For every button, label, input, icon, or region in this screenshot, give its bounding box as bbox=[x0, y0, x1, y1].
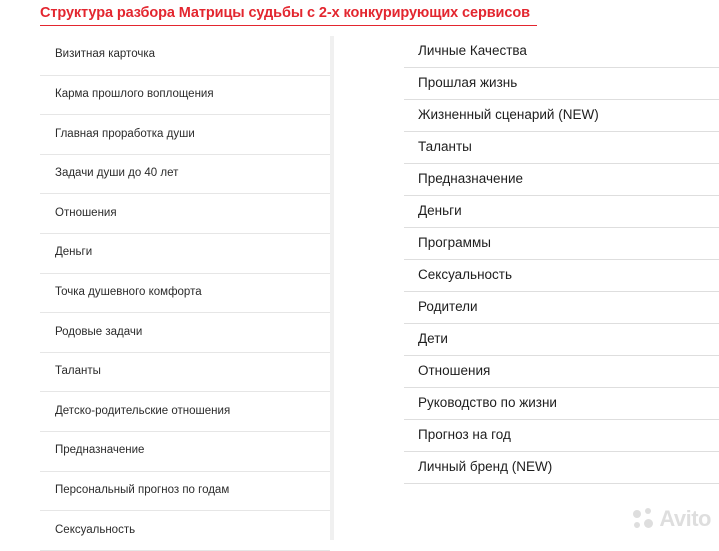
list-item[interactable] bbox=[40, 234, 330, 274]
list-item-label: Отношения bbox=[418, 363, 491, 379]
list-item[interactable] bbox=[40, 432, 330, 472]
list-item[interactable] bbox=[40, 472, 330, 512]
list-item[interactable] bbox=[404, 420, 719, 452]
avito-logo-icon bbox=[633, 508, 655, 530]
list-item[interactable] bbox=[404, 132, 719, 164]
page-title: Структура разбора Матрицы судьбы с 2-х конкурирующих сервисов bbox=[40, 5, 530, 21]
list-item-label: Таланты bbox=[418, 139, 472, 155]
list-item[interactable] bbox=[40, 274, 330, 314]
list-item-label: Сексуальность bbox=[55, 523, 136, 536]
list-item-label: Родовые задачи bbox=[55, 325, 143, 338]
list-item-label: Деньги bbox=[418, 203, 462, 219]
list-item[interactable] bbox=[404, 68, 719, 100]
title-underline bbox=[40, 25, 537, 26]
list-item-label: Точка душевного комфорта bbox=[55, 285, 202, 298]
list-item[interactable] bbox=[40, 511, 330, 551]
list-item-label: Деньги bbox=[55, 246, 93, 259]
list-item-label: Прошлая жизнь bbox=[418, 75, 518, 91]
list-item-label: Предназначение bbox=[55, 444, 145, 457]
list-item[interactable] bbox=[404, 100, 719, 132]
list-item[interactable] bbox=[404, 356, 719, 388]
list-item-label: Визитная карточка bbox=[55, 48, 156, 61]
list-item-label: Карма прошлого воплощения bbox=[55, 87, 214, 100]
list-item-label: Таланты bbox=[55, 365, 101, 378]
list-item-label: Персональный прогноз по годам bbox=[55, 483, 230, 496]
list-item[interactable] bbox=[40, 194, 330, 234]
list-item[interactable] bbox=[40, 392, 330, 432]
list-item[interactable] bbox=[404, 196, 719, 228]
list-item[interactable] bbox=[40, 115, 330, 155]
list-item-label: Детско-родительские отношения bbox=[55, 404, 231, 417]
list-item-label: Личные Качества bbox=[418, 43, 527, 59]
list-item[interactable] bbox=[404, 260, 719, 292]
list-item[interactable] bbox=[404, 164, 719, 196]
list-item-label: Руководство по жизни bbox=[418, 395, 557, 411]
list-item[interactable] bbox=[404, 292, 719, 324]
list-item-label: Дети bbox=[418, 331, 448, 347]
list-item-label: Задачи души до 40 лет bbox=[55, 167, 179, 180]
list-item[interactable] bbox=[404, 324, 719, 356]
list-item-label: Главная проработка души bbox=[55, 127, 195, 140]
list-item[interactable] bbox=[404, 36, 719, 68]
list-item-label: Программы bbox=[418, 235, 491, 251]
list-item-label: Предназначение bbox=[418, 171, 524, 187]
list-item-label: Прогноз на год bbox=[418, 427, 511, 443]
list-item-label: Жизненный сценарий (NEW) bbox=[418, 107, 599, 123]
list-item-label: Сексуальность bbox=[418, 267, 513, 283]
avito-watermark bbox=[633, 506, 711, 532]
list-item[interactable] bbox=[40, 76, 330, 116]
list-item[interactable] bbox=[40, 36, 330, 76]
service-two-structure-list[interactable] bbox=[404, 36, 719, 540]
list-item[interactable] bbox=[404, 388, 719, 420]
list-item[interactable] bbox=[404, 228, 719, 260]
list-item-label: Отношения bbox=[55, 206, 117, 219]
service-one-structure-list[interactable] bbox=[40, 36, 330, 540]
list-item-label: Родители bbox=[418, 299, 478, 315]
left-list-scroll-edge[interactable] bbox=[330, 36, 334, 540]
list-item[interactable] bbox=[40, 353, 330, 393]
list-item[interactable] bbox=[40, 313, 330, 353]
list-item-label: Личный бренд (NEW) bbox=[418, 459, 553, 475]
avito-watermark-label: Avito bbox=[659, 506, 711, 531]
list-item[interactable] bbox=[40, 155, 330, 195]
list-item[interactable] bbox=[404, 452, 719, 484]
